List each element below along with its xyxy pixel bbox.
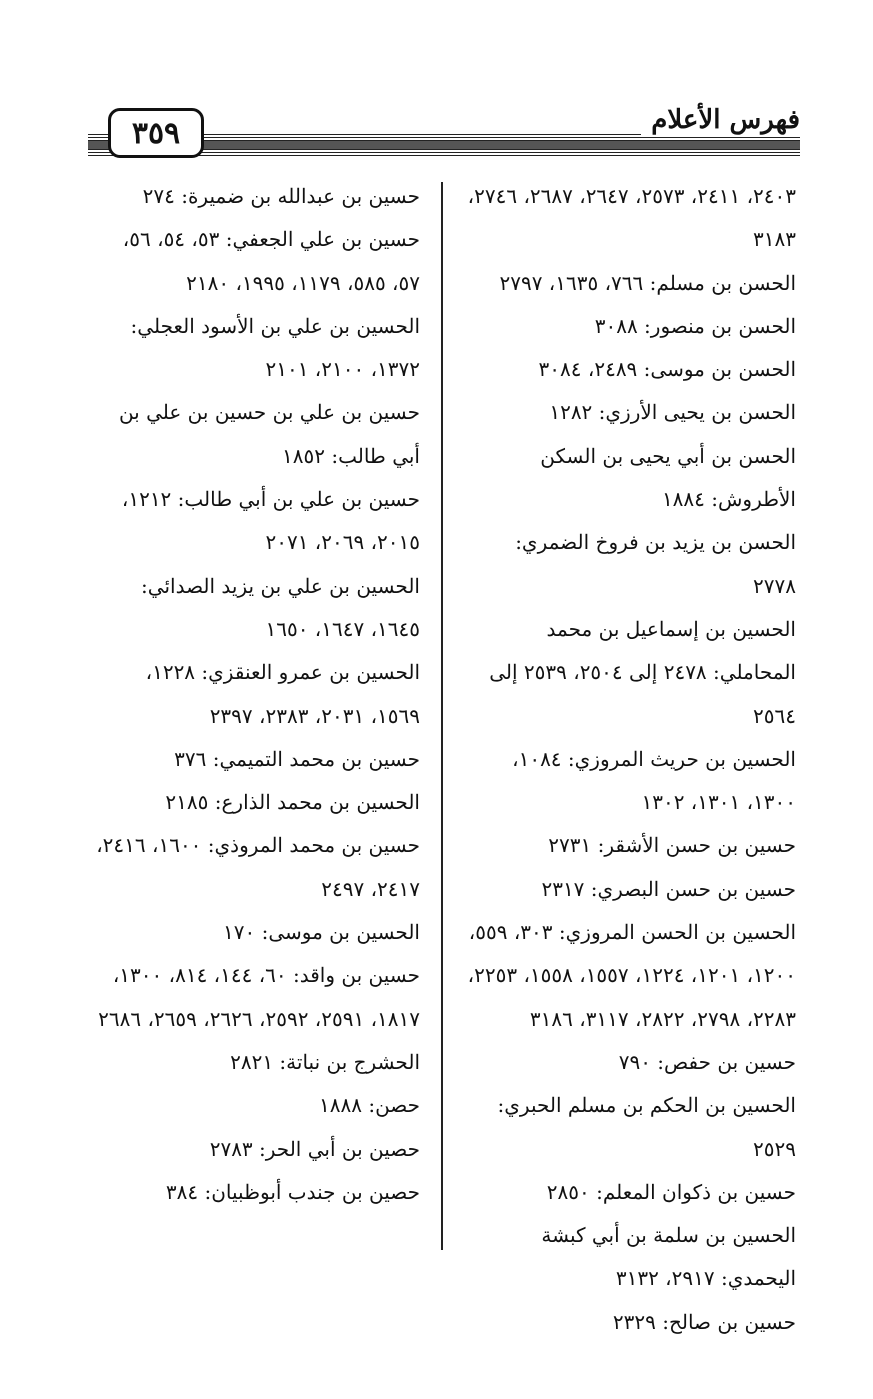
index-entry: الحشرج بن نباتة: ٢٨٢١ bbox=[230, 1049, 420, 1074]
index-entry: الحسن بن يزيد بن فروخ الضمري: ٢٧٧٨ bbox=[515, 530, 796, 598]
index-entry: حسين بن علي بن حسين بن علي بن أبي طالب: ١٨٥٢ bbox=[118, 400, 420, 468]
page-title: فهرس الأعلام bbox=[641, 104, 800, 136]
index-entry: حصين بن جندب أبوظبيان: ٣٨٤ bbox=[165, 1179, 420, 1204]
index-entry: الحسن بن يحيى الأرزي: ١٢٨٢ bbox=[549, 400, 796, 425]
index-entry: حسين بن واقد: ٦٠، ١٤٤، ٨١٤، ١٣٠٠، ١٨١٧، ٢٥٩١، ٢٥٩٢، ٢٦٢٦، ٢٦٥٩، ٢٦٨٦ bbox=[98, 963, 420, 1031]
index-entry: الحسين بن الحسن المروزي: ٣٠٣، ٥٥٩، ١٢٠٠، ١٢٠١، ١٢٢٤، ١٥٥٧، ١٥٥٨، ٢٢٥٣، ٢٢٨٣، ٢٧٩٨، ٢٨٢٢، ٣١١٧، ٣١٨٦ bbox=[467, 920, 796, 1031]
page-header bbox=[88, 105, 800, 158]
index-entry: الحسين بن إسماعيل بن محمد المحاملي: ٢٤٧٨ إلى ٢٥٠٤، ٢٥٣٩ إلى ٢٥٦٤ bbox=[489, 616, 796, 728]
index-entry: حصن: ١٨٨٨ bbox=[319, 1093, 420, 1118]
index-column-left bbox=[90, 175, 420, 1214]
index-entry: حسين بن عبدالله بن ضميرة: ٢٧٤ bbox=[142, 184, 420, 208]
index-entry: الحسين بن علي بن الأسود العجلي: ١٣٧٢، ٢١٠٠، ٢١٠١ bbox=[130, 313, 420, 382]
index-entry: الحسين بن سلمة بن أبي كبشة اليحمدي: ٢٩١٧، ٣١٣٢ bbox=[541, 1223, 796, 1291]
index-entry: حسين بن حسن البصري: ٢٣١٧ bbox=[541, 876, 796, 901]
index-entry: الحسين بن عمرو العنقزي: ١٢٢٨، ١٥٦٩، ٢٠٣١، ٢٣٨٣، ٢٣٩٧ bbox=[145, 660, 420, 728]
index-entry: الحسين بن علي بن يزيد الصدائي: ١٦٤٥، ١٦٤٧، ١٦٥٠ bbox=[141, 573, 420, 641]
column-divider bbox=[441, 182, 443, 1250]
index-entry: حسين بن محمد المروذي: ١٦٠٠، ٢٤١٦، ٢٤١٧، ٢٤٩٧ bbox=[96, 833, 420, 901]
page-number: ٣٥٩ bbox=[108, 108, 204, 158]
index-entry: حسين بن حفص: ٧٩٠ bbox=[618, 1049, 796, 1074]
index-entry: حسين بن ذكوان المعلم: ٢٨٥٠ bbox=[546, 1179, 796, 1204]
index-entry: حسين بن علي الجعفي: ٥٣، ٥٤، ٥٦، ٥٧، ٥٨٥، ١١٧٩، ١٩٩٥، ٢١٨٠ bbox=[122, 227, 420, 295]
index-entry: الحسين بن حريث المروزي: ١٠٨٤، ١٣٠٠، ١٣٠١، ١٣٠٢ bbox=[512, 746, 796, 815]
index-entry: حصين بن أبي الحر: ٢٧٨٣ bbox=[209, 1136, 420, 1161]
index-entry: الحسين بن محمد الذارع: ٢١٨٥ bbox=[165, 790, 420, 815]
index-entry: الحسن بن موسى: ٢٤٨٩، ٣٠٨٤ bbox=[538, 357, 796, 382]
index-column-right bbox=[466, 175, 796, 1344]
index-entry: الحسن بن أبي يحيى بن السكن الأطروش: ١٨٨٤ bbox=[540, 443, 796, 512]
index-entry: حسين بن علي بن أبي طالب: ١٢١٢، ٢٠١٥، ٢٠٦٩، ٢٠٧١ bbox=[121, 487, 420, 555]
index-entry: حسين بن حسن الأشقر: ٢٧٣١ bbox=[548, 833, 796, 858]
index-entry: ٢٤٠٣، ٢٤١١، ٢٥٧٣، ٢٦٤٧، ٢٦٨٧، ٢٧٤٦، ٣١٨٣ bbox=[467, 184, 796, 252]
index-entry: الحسن بن منصور: ٣٠٨٨ bbox=[594, 313, 796, 338]
index-entry: الحسن بن مسلم: ٧٦٦، ١٦٣٥، ٢٧٩٧ bbox=[499, 270, 796, 295]
index-entry: حسين بن محمد التميمي: ٣٧٦ bbox=[174, 746, 420, 771]
index-entry: الحسين بن الحكم بن مسلم الحبري: ٢٥٢٩ bbox=[497, 1093, 796, 1161]
index-entry: الحسين بن موسى: ١٧٠ bbox=[223, 920, 420, 945]
index-entry: حسين بن صالح: ٢٣٢٩ bbox=[612, 1309, 796, 1334]
